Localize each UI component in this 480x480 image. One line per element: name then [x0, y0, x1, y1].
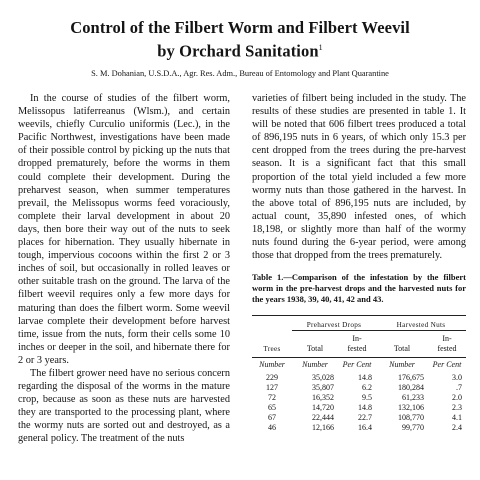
group-header-harvested: Harvested Nuts	[376, 318, 466, 331]
table-row	[252, 403, 466, 413]
table-cell: 16,352	[312, 393, 334, 403]
col-header-total-drops: Total	[306, 344, 324, 354]
table-cell: 22.7	[358, 413, 372, 423]
infestation-table	[252, 315, 466, 433]
unit-cell: Number	[292, 358, 338, 374]
table-cell: 16.4	[358, 423, 372, 433]
table-cell: 6.2	[362, 383, 372, 393]
table-cell: 22,444	[312, 413, 334, 423]
table-cell: 2.4	[452, 423, 462, 433]
col-header-infested-drops: In- fested	[347, 334, 367, 354]
table-cell: 14,720	[312, 403, 334, 413]
unit-cell: Per Cent	[428, 358, 466, 374]
table-cell: 72	[268, 393, 276, 403]
article-title-line-2: by Orchard Sanitation	[157, 41, 319, 61]
left-paragraph-2: The filbert grower need have no serious concern regarding the disposal of the worms in the mature crop, because as soon as these nuts are harvested they are transported to the processing plant, where the wormy nuts are sorted out and destroyed, as a general policy. The treatment of the nuts	[18, 367, 230, 445]
unit-cell: Number	[252, 358, 292, 374]
table-cell: 9.5	[362, 393, 372, 403]
group-header-preharvest: Preharvest Drops	[292, 318, 376, 331]
table-cell: 61,233	[402, 393, 424, 403]
unit-cell: Number	[376, 358, 428, 374]
table-cell: 4.1	[452, 413, 462, 423]
table-cell: 35,807	[312, 383, 334, 393]
left-column	[18, 92, 230, 446]
unit-cell: Per Cent	[338, 358, 376, 374]
right-paragraph-1: varieties of filbert being included in the study. The results of these studies are presented in table 1. It will be noted that 606 filbert trees produced a total of 896,195 nuts in 6 years, of which only 15.3 per cent dropped from the trees during the pre-harvest season. It is a significant fact that this small proportion of the total yield included a few more wormy nuts than those gathered in the harvest. In the above total of 896,195 nuts are included, by actual count, 35,890 infested ones, of which 18,198, or slightly more than half of the wormy nuts found during the 6-year period, were among those that dropped from the trees prematurely.	[252, 93, 466, 262]
col-header-total-harvested: Total	[393, 344, 411, 354]
table-row	[252, 383, 466, 393]
col-header-infested-harvested: In- fested	[437, 334, 457, 354]
table-caption: Table 1.—Comparison of the infestation by the filbert worm in the pre-harvest drops and the harvested nuts for the years 1938, 39, 40, 41, 42 and 43.	[252, 272, 466, 305]
table-row	[252, 423, 466, 433]
title-footnote-marker: 1	[318, 43, 323, 52]
table-row	[252, 373, 466, 383]
table-cell: 46	[268, 423, 276, 433]
author-byline: S. M. Dohanian, U.S.D.A., Agr. Res. Adm., Bureau of Entomology and Plant Quarantine	[91, 69, 389, 78]
table-cell: 229	[266, 373, 278, 383]
article-title-line-1: Control of the Filbert Worm and Filbert Weevil	[70, 18, 410, 37]
table-cell: 12,166	[312, 423, 334, 433]
table-row	[252, 393, 466, 403]
table-cell: 65	[268, 403, 276, 413]
table-row	[252, 413, 466, 423]
table-cell: 35,028	[312, 373, 334, 383]
table-cell: 67	[268, 413, 276, 423]
table-cell: 176,675	[398, 373, 424, 383]
table-cell: .7	[456, 383, 462, 393]
left-paragraph-1: In the course of studies of the filbert worm, Melissopus latiferreanus (Wlsm.), and certain weevils, chiefly Curculio uniformis (Lec.), in the Pacific Northwest, investigations have been made of their possible control by picking up the nuts that dropped prematurely, before the worms in them could complete their development. During the preharvest season, when summer temperatures prevail, the Melissopus worms feed voraciously, complete their larval development in about 20 days, then bore their way out of the nuts to seek places for hibernation. They usually hibernate in tough, impervious cocoons within the first 2 or 3 inches of soil, but occasionally in rolled leaves or other suitable trash on the ground. The larva of the filbert weevil requires only a few more days for maturing than does the filbert worm. Some weevil larvae complete their development before harvest time, issue from the nuts, form their cells some 10 inches or deeper in the soil, and hibernate there for 2 or 3 years.	[18, 93, 230, 366]
table-cell: 2.0	[452, 393, 462, 403]
right-column	[252, 92, 466, 433]
table-cell: 2.3	[452, 403, 462, 413]
table-cell: 14.8	[358, 373, 372, 383]
table-cell: 132,106	[398, 403, 424, 413]
table-cell: 108,770	[398, 413, 424, 423]
table-cell: 3.0	[452, 373, 462, 383]
article-title	[40, 18, 440, 62]
table-cell: 127	[266, 383, 278, 393]
table-cell: 99,770	[402, 423, 424, 433]
table-cell: 180,284	[398, 383, 424, 393]
col-header-trees: Trees	[263, 345, 281, 354]
table-cell: 14.8	[358, 403, 372, 413]
